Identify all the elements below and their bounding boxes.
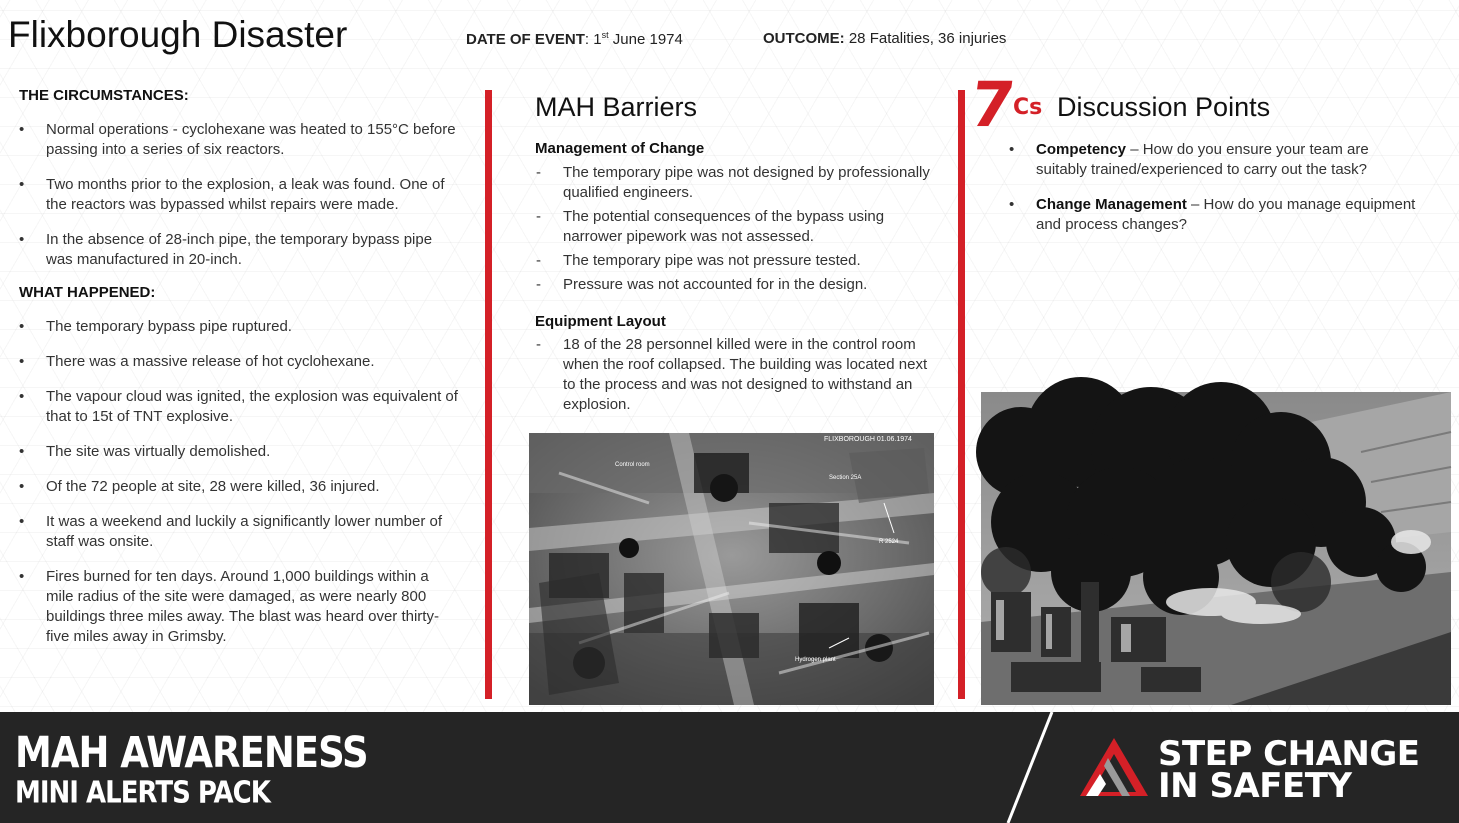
list-item: - The temporary pipe was not pressure tested. xyxy=(535,251,940,271)
discussion-title: Discussion Points xyxy=(1057,92,1271,122)
circumstances-section xyxy=(19,87,459,662)
photo-label-section: Section 25A xyxy=(829,475,862,481)
fire-photo-graphic xyxy=(981,392,1451,705)
aerial-site-photo xyxy=(529,433,934,705)
brand-name-line1: STEP CHANGE xyxy=(1158,734,1420,774)
event-date-rest: June 1974 xyxy=(608,31,683,48)
event-date-day: 1 xyxy=(593,31,602,48)
outcome-label: OUTCOME: xyxy=(763,30,845,47)
outcome-value: 28 Fatalities, 36 injuries xyxy=(844,30,1007,47)
fire-smoke-photo xyxy=(981,392,1451,705)
photo-label-reactor: R 2524 xyxy=(879,539,899,545)
discussion-item-text: – How do you ensure your team are suitably trained/experienced to carry out the task? xyxy=(1036,141,1369,178)
discussion-item-bold: Competency xyxy=(1036,141,1127,158)
list-item xyxy=(1009,195,1419,235)
layout-heading: Equipment Layout xyxy=(535,313,666,330)
brand-name-line2: IN SAFETY xyxy=(1158,766,1352,806)
event-date-suffix: st xyxy=(601,30,609,40)
list-item: • Two months prior to the explosion, a leak was found. One of the reactors was bypassed whilst repairs were made. xyxy=(19,175,459,215)
discussion-item-text: – How do you manage equipment and process changes? xyxy=(1036,196,1416,233)
footer-banner xyxy=(0,712,1459,823)
footer-slash xyxy=(1000,712,1070,823)
barriers-section xyxy=(535,140,940,419)
logo-seven: 7 xyxy=(965,68,1019,141)
page-title: Flixborough Disaster xyxy=(8,14,348,55)
red-divider-right xyxy=(958,90,965,699)
discussion-item-bold: Change Management xyxy=(1036,196,1187,213)
list-item: • There was a massive release of hot cyclohexane. xyxy=(19,352,459,372)
list-item: • Of the 72 people at site, 28 were killed, 36 injured. xyxy=(19,477,459,497)
logo-cs: Cs xyxy=(1013,95,1043,120)
list-item: • The vapour cloud was ignited, the explosion was equivalent of that to 15t of TNT explosive. xyxy=(19,387,459,427)
list-item: • The site was virtually demolished. xyxy=(19,442,459,462)
step-change-logo-icon xyxy=(1078,736,1150,798)
event-date: DATE OF EVENT: 1st June 1974 xyxy=(466,30,683,48)
footer-title-line2: MINI ALERTS PACK xyxy=(15,776,270,811)
photo-caption: FLIXBOROUGH 01.06.1974 xyxy=(824,436,912,443)
discussion-list xyxy=(1009,140,1419,250)
photo-label-control-room: Control room xyxy=(615,462,650,468)
list-item: • In the absence of 28-inch pipe, the temporary bypass pipe was manufactured in 20-inch. xyxy=(19,230,459,270)
circumstances-list xyxy=(19,120,459,270)
event-outcome xyxy=(763,30,1006,47)
list-item: • Normal operations - cyclohexane was heated to 155°C before passing into a series of six reactors. xyxy=(19,120,459,160)
what-happened-list xyxy=(19,317,459,647)
list-item: • It was a weekend and luckily a significantly lower number of staff was onsite. xyxy=(19,512,459,552)
seven-cs-logo xyxy=(965,68,1047,141)
moc-heading: Management of Change xyxy=(535,140,705,157)
event-date-label: DATE OF EVENT xyxy=(466,31,585,48)
what-happened-heading: WHAT HAPPENED: xyxy=(19,284,156,301)
aerial-photo-graphic xyxy=(529,433,934,705)
red-divider-left xyxy=(485,90,492,699)
list-item xyxy=(1009,140,1419,180)
photo-label-hydrogen: Hydrogen plant xyxy=(795,657,836,663)
list-item: - The potential consequences of the bypass using narrower pipework was not assessed. xyxy=(535,207,940,247)
seven-cs-logo-icon xyxy=(965,68,1047,141)
list-item: • Fires burned for ten days. Around 1,000 buildings within a mile radius of the site were damaged, as were nearly 800 buildings three miles away. The blast was heard over thirty-five miles away in Grimsby. xyxy=(19,567,459,647)
circumstances-heading: THE CIRCUMSTANCES: xyxy=(19,87,189,104)
barriers-title: MAH Barriers xyxy=(535,92,698,122)
layout-list xyxy=(535,335,940,415)
list-item: - The temporary pipe was not designed by professionally qualified engineers. xyxy=(535,163,940,203)
list-item: • The temporary bypass pipe ruptured. xyxy=(19,317,459,337)
moc-list xyxy=(535,163,940,295)
list-item: - 18 of the 28 personnel killed were in the control room when the roof collapsed. The building was located next to the process and was not designed to withstand an explosion. xyxy=(535,335,940,415)
footer-title-line1: MAH AWARENESS xyxy=(15,728,368,778)
list-item: - Pressure was not accounted for in the design. xyxy=(535,275,940,295)
